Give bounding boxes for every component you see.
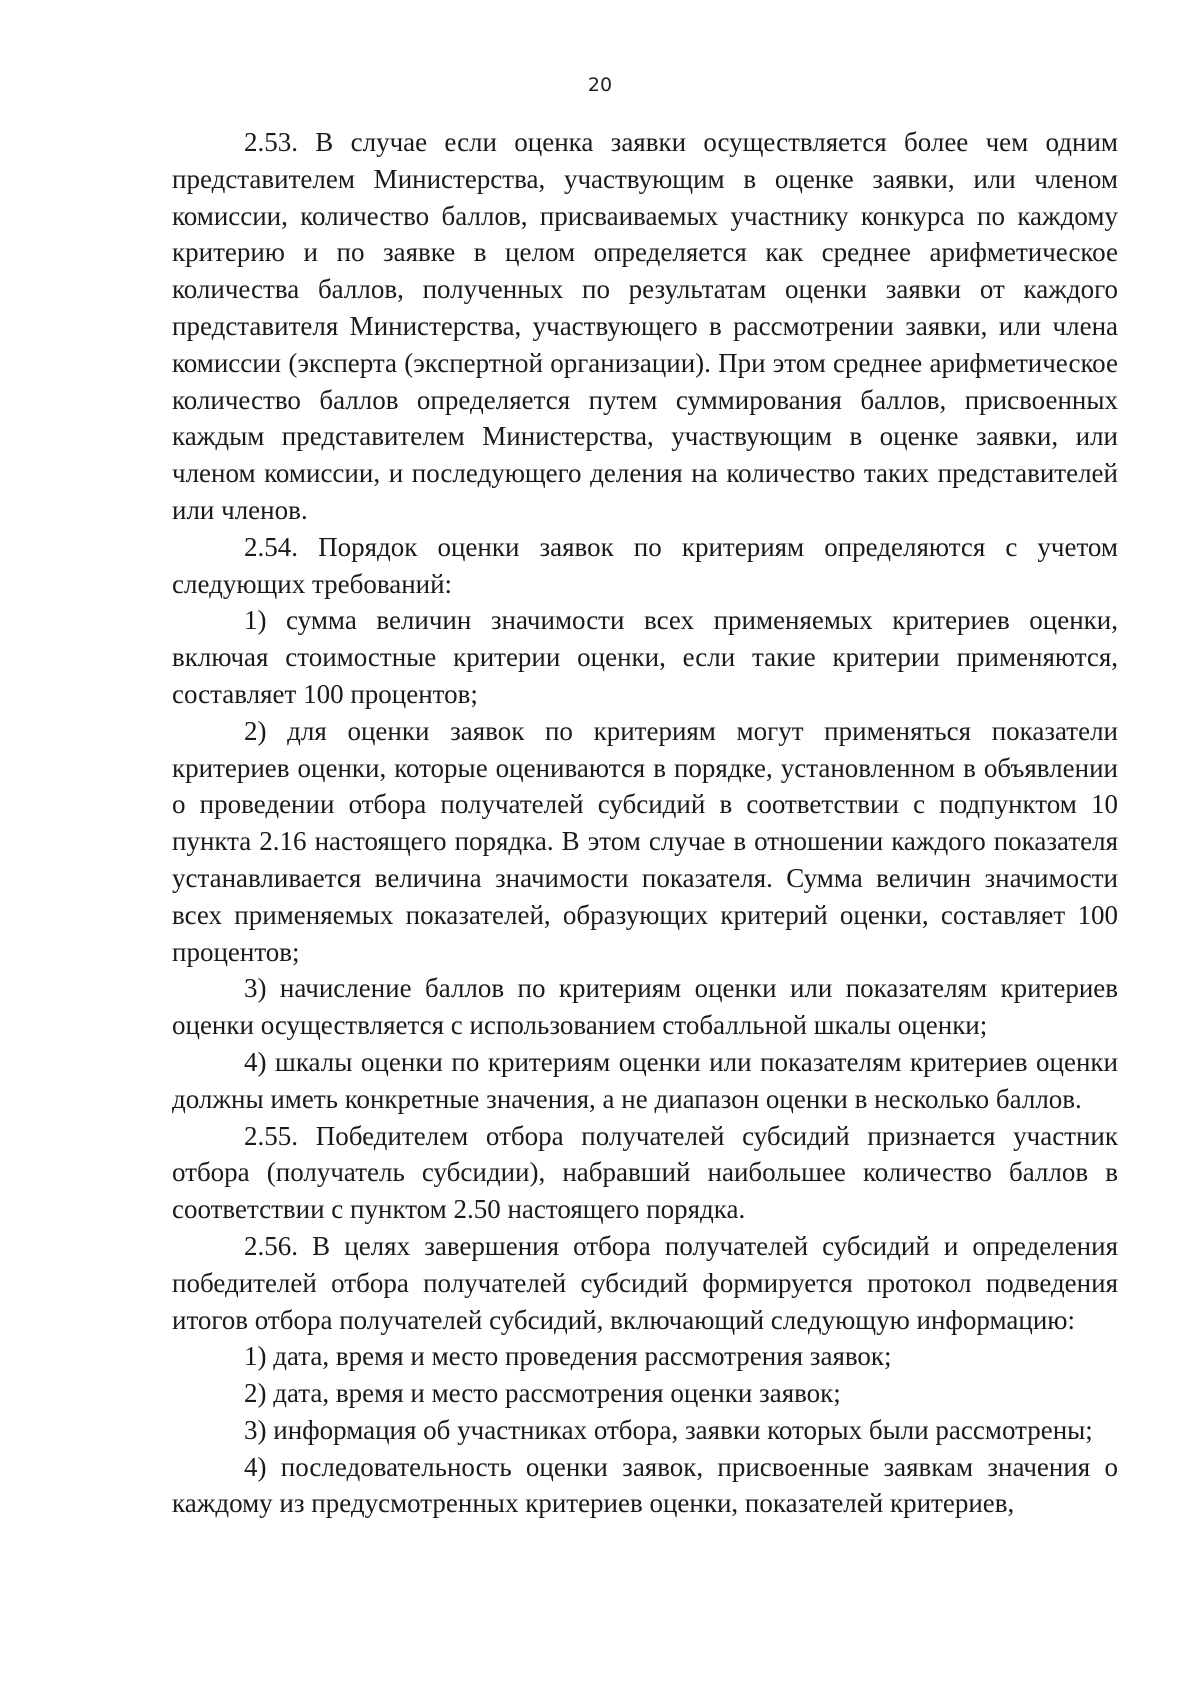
page-number: 20 [587, 74, 613, 96]
paragraph-2-54-item-2: 2) для оценки заявок по критериям могут применяться показатели критериев оценки, которые оцениваются в порядке, установленном в объявлении о проведении отбора получателей субсидий в соответствии с подпунктом 10 пункта 2.16 настоящего порядка. В этом случае в отношении каждого показателя устанавливается величина значимости показателя. Сумма величин значимости всех применяемых показателей, образующих критерий оценки, составляет 100 процентов; [172, 715, 1118, 967]
paragraph-2-54-item-1: 1) сумма величин значимости всех применяемых критериев оценки, включая стоимостные критерии оценки, если такие критерии применяются, составляет 100 процентов; [172, 605, 1118, 709]
paragraph-2-56: 2.56. В целях завершения отбора получателей субсидий и определения победителей отбора получателей субсидий формируется протокол подведения итогов отбора получателей субсидий, включающий следующую информацию: [172, 1230, 1118, 1335]
paragraph-2-54: 2.54. Порядок оценки заявок по критериям определяются с учетом следующих требований: [172, 531, 1118, 599]
document-body [172, 124, 1118, 1522]
paragraph-2-56-item-4: 4) последовательность оценки заявок, присвоенные заявкам значения о каждому из предусмотренных критериев оценки, показателей критериев, [172, 1451, 1118, 1519]
paragraph-2-56-item-1: 1) дата, время и место проведения рассмотрения заявок; [244, 1341, 892, 1372]
paragraph-2-56-item-3: 3) информация об участниках отбора, заявки которых были рассмотрены; [244, 1414, 1093, 1445]
paragraph-2-56-item-2: 2) дата, время и место рассмотрения оценки заявок; [244, 1378, 841, 1409]
paragraph-2-55: 2.55. Победителем отбора получателей субсидий признается участник отбора (получатель субсидии), набравший наибольшее количество баллов в соответствии с пунктом 2.50 настоящего порядка. [172, 1120, 1118, 1225]
paragraph-2-53: 2.53. В случае если оценка заявки осуществляется более чем одним представителем Министерства, участвующим в оценке заявки, или членом комиссии, количество баллов, присваиваемых участнику конкурса по каждому критерию и по заявке в целом определяется как среднее арифметическое количества баллов, полученных по результатам оценки заявки от каждого представителя Министерства, участвующего в рассмотрении заявки, или члена комиссии (эксперта (экспертной организации). При этом среднее арифметическое количество баллов определяется путем суммирования баллов, присвоенных каждым представителем Министерства, участвующим в оценке заявки, или членом комиссии, и последующего деления на количество таких представителей или членов. [172, 127, 1118, 525]
paragraph-2-54-item-3: 3) начисление баллов по критериям оценки или показателям критериев оценки осуществляется с использованием стобалльной шкалы оценки; [172, 973, 1118, 1041]
paragraph-2-54-item-4: 4) шкалы оценки по критериям оценки или показателям критериев оценки должны иметь конкретные значения, а не диапазон оценки в несколько баллов. [172, 1046, 1118, 1114]
